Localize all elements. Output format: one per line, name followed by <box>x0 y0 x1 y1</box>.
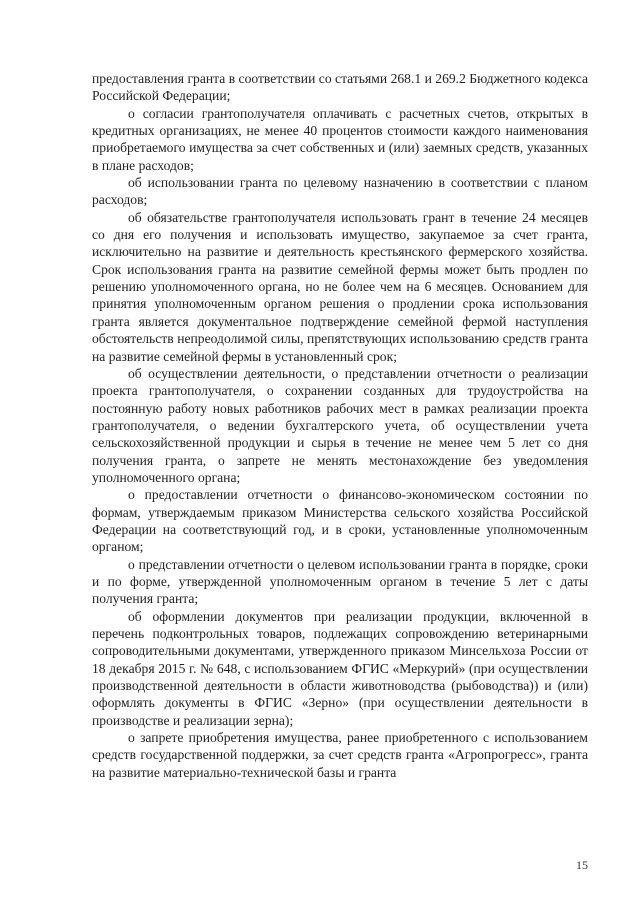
paragraph-2: о согласии грантополучателя оплачивать с расчетных счетов, открытых в кредитных организациях, не менее 40 процентов стоимости каждого наименования приобретаемого имущества за счет собственных и (или) заемных средств, указанных в плане расходов; <box>92 105 588 173</box>
paragraph-9: о запрете приобретения имущества, ранее приобретенного с использованием средств государственной поддержки, за счет средств гранта «Агропрогресс», гранта на развитие материально-технической базы и гранта <box>92 730 588 780</box>
paragraph-7: о представлении отчетности о целевом использовании гранта в порядке, сроки и по форме, утвержденной уполномоченным органом в течение 5 лет с даты получения гранта; <box>92 556 588 607</box>
document-body <box>92 70 588 781</box>
paragraph-1: предоставления гранта в соответствии со статьями 268.1 и 269.2 Бюджетного кодекса Российской Федерации; <box>92 71 588 104</box>
paragraph-3: об использовании гранта по целевому назначению в соответствии с планом расходов; <box>92 175 588 208</box>
paragraph-5: об осуществлении деятельности, о представлении отчетности о реализации проекта грантополучателя, о сохранении созданных для трудоустройства на постоянную работу новых работников рабочих мест в рамках реализации проекта грантополучателя, о ведении бухгалтерского учета, об осуществлении учета сельскохозяйственной продукции и сырья в течение не менее чем 5 лет со дня получения гранта, о запрете не менять местонахождение без уведомления уполномоченного органа; <box>92 365 588 485</box>
paragraph-4: об обязательстве грантополучателя использовать грант в течение 24 месяцев со дня его получения и использовать имущество, закупаемое за счет гранта, исключительно на развитие и деятельность крестьянского фермерского хозяйства. Срок использования гранта на развитие семейной фермы может быть продлен по решению уполномоченного органа, но не более чем на 6 месяцев. Основанием для принятия уполномоченным органом решения о продлении срока использования гранта является документальное подтверждение семейной фермой наступления обстоятельств непреодолимой силы, препятствующих использованию средств гранта на развитие семейной фермы в установленный срок; <box>92 209 588 364</box>
paragraph-8: об оформлении документов при реализации продукции, включенной в перечень подконтрольных товаров, подлежащих сопровождению ветеринарными сопроводительными документами, утвержденного приказом Минсельхоза России от 18 декабря 2015 г. № 648, с использованием ФГИС «Меркурий» (при осуществлении производственной деятельности в области животноводства (рыбоводства)) и (или) оформлять документы в ФГИС «Зерно» (при осуществлении деятельности в производстве и реализации зерна); <box>92 608 588 728</box>
paragraph-6: о предоставлении отчетности о финансово-экономическом состоянии по формам, утверждаемым приказом Министерства сельского хозяйства Российской Федерации на соответствующий год, и в сроки, установленные уполномоченным органом; <box>92 487 588 555</box>
page-number: 15 <box>576 858 588 872</box>
